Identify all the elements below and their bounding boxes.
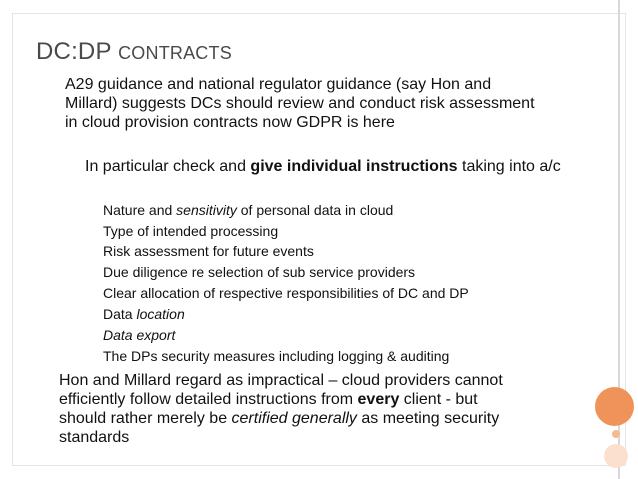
sub5-text: Clear allocation of respective responsibilities of DC and DP xyxy=(103,285,469,301)
sub-item-risk xyxy=(89,242,314,260)
sub4-text: Due diligence re selection of sub service providers xyxy=(103,264,416,280)
sub6-pre: Data xyxy=(103,306,137,322)
decorative-small-dot xyxy=(612,430,620,438)
sub6-italic: location xyxy=(136,306,185,322)
bullet2-bold: every xyxy=(357,391,400,408)
bullet2-mid: client - but should rather merely be xyxy=(59,391,478,427)
sub1-post: of personal data in cloud xyxy=(236,202,394,218)
bullet1-pre: In particular check and xyxy=(85,158,251,175)
sub2-text: Type of intended processing xyxy=(103,223,279,239)
sub3-text: Risk assessment for future events xyxy=(103,243,314,259)
sub7-italic: Data export xyxy=(103,327,176,343)
sub8-text: The DPs security measures including logging & auditing xyxy=(103,348,450,364)
intro-paragraph: A29 guidance and national regulator guidance (say Hon and Millard) suggests DCs should review and conduct risk assessment in cloud provision contracts now GDPR is here xyxy=(65,76,535,131)
title-part2: CONTRACTS xyxy=(118,43,232,63)
sub1-italic: sensitivity xyxy=(176,202,237,218)
sub-item-allocation xyxy=(89,284,469,302)
sub-item-export xyxy=(89,326,175,344)
bullet2-post: as meeting security standards xyxy=(59,410,500,446)
title-part1: DC:DP xyxy=(36,38,119,65)
bullet2-pre: Hon and Millard regard as impractical – cloud providers cannot efficiently follow detailed instructions from xyxy=(59,372,503,408)
bullet-hon-millard-text xyxy=(59,371,529,447)
slide-title xyxy=(36,38,232,66)
bullet1-bold: give individual instructions xyxy=(250,158,458,175)
sub-item-nature xyxy=(89,201,393,219)
bullet-instructions-text xyxy=(85,157,565,176)
bullet2-italic: certified generally xyxy=(231,410,357,427)
sub-item-processing xyxy=(89,222,278,240)
bullet1-post: taking into a/c xyxy=(457,158,561,175)
decorative-orange-circle xyxy=(595,387,634,426)
sub-item-location xyxy=(89,305,185,323)
sub-item-due-diligence xyxy=(89,263,415,281)
sub-item-security xyxy=(89,347,449,365)
decorative-light-circle xyxy=(604,444,628,468)
sub1-pre: Nature and xyxy=(103,202,177,218)
